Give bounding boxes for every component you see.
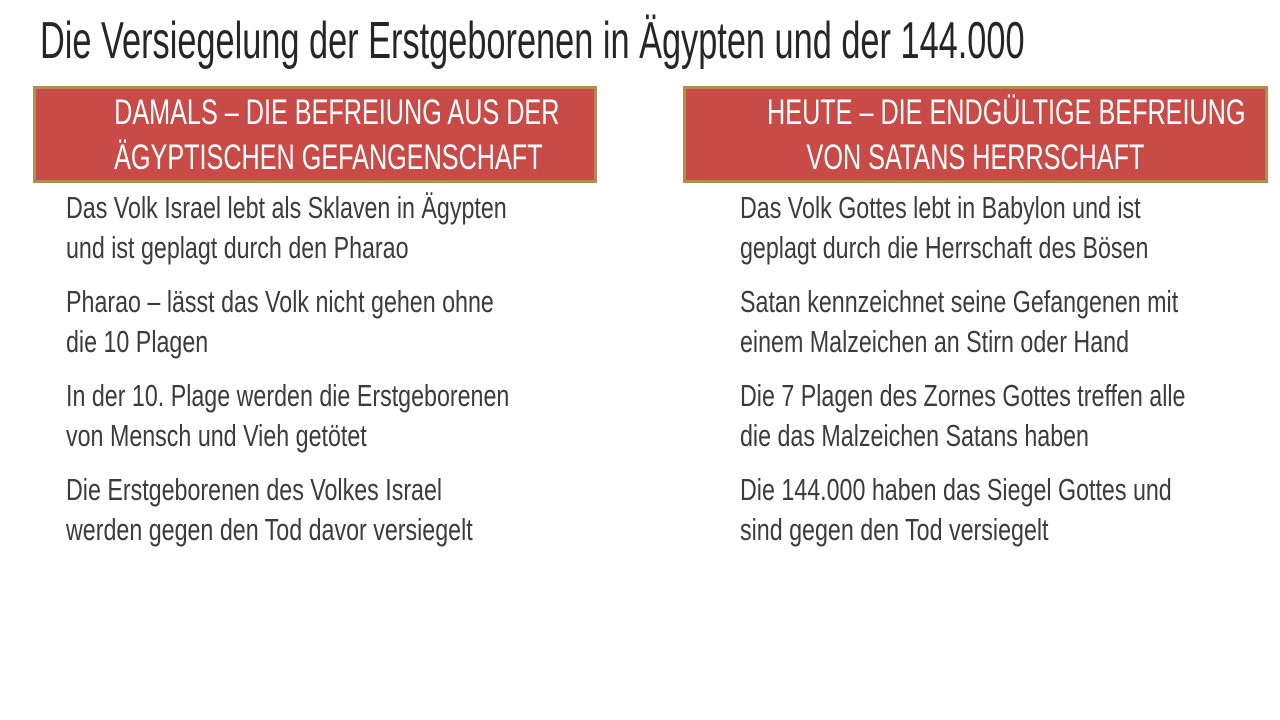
page-title: Die Versiegelung der Erstgeborenen in Ägypten und der 144.000 [40, 12, 1025, 70]
list-item-line: In der 10. Plage werden die Erstgeborenen [66, 378, 510, 413]
list-item [66, 188, 626, 268]
list-item-line: einem Malzeichen an Stirn oder Hand [740, 324, 1130, 359]
list-item-line: von Mensch und Vieh getötet [66, 418, 367, 453]
right-column-header-banner [683, 86, 1268, 183]
list-item [740, 282, 1280, 362]
left-header-line-1: DAMALS – DIE BEFREIUNG AUS DER [114, 92, 560, 132]
list-item-line: die das Malzeichen Satans haben [740, 418, 1089, 453]
list-item-line: Das Volk Gottes lebt in Babylon und ist [740, 190, 1141, 225]
list-item-line: die 10 Plagen [66, 324, 209, 359]
list-item-line: Satan kennzeichnet seine Gefangenen mit [740, 284, 1179, 319]
left-header-line-2: ÄGYPTISCHEN GEFANGENSCHAFT [114, 137, 543, 177]
list-item-line: Das Volk Israel lebt als Sklaven in Ägypten [66, 190, 507, 225]
left-column-header-banner [33, 86, 597, 183]
list-item-line: Die Erstgeborenen des Volkes Israel [66, 472, 443, 507]
list-item [740, 188, 1280, 268]
list-item-line: Die 7 Plagen des Zornes Gottes treffen alle [740, 378, 1186, 413]
list-item-line: Die 144.000 haben das Siegel Gottes und [740, 472, 1172, 507]
right-header-line-2: VON SATANS HERRSCHAFT [806, 137, 1145, 177]
list-item-line: und ist geplagt durch den Pharao [66, 230, 409, 265]
list-item [740, 376, 1280, 456]
right-header-line-1: HEUTE – DIE ENDGÜLTIGE BEFREIUNG [767, 92, 1246, 132]
list-item [740, 470, 1280, 550]
left-column-list [66, 188, 626, 564]
list-item-line: sind gegen den Tod versiegelt [740, 512, 1049, 547]
list-item [66, 470, 626, 550]
right-column-list [740, 188, 1280, 564]
list-item [66, 282, 626, 362]
list-item-line: Pharao – lässt das Volk nicht gehen ohne [66, 284, 494, 319]
list-item-line: werden gegen den Tod davor versiegelt [66, 512, 473, 547]
list-item-line: geplagt durch die Herrschaft des Bösen [740, 230, 1149, 265]
right-column-header-text [767, 90, 1246, 180]
list-item [66, 376, 626, 456]
left-column-header-text [114, 90, 560, 180]
